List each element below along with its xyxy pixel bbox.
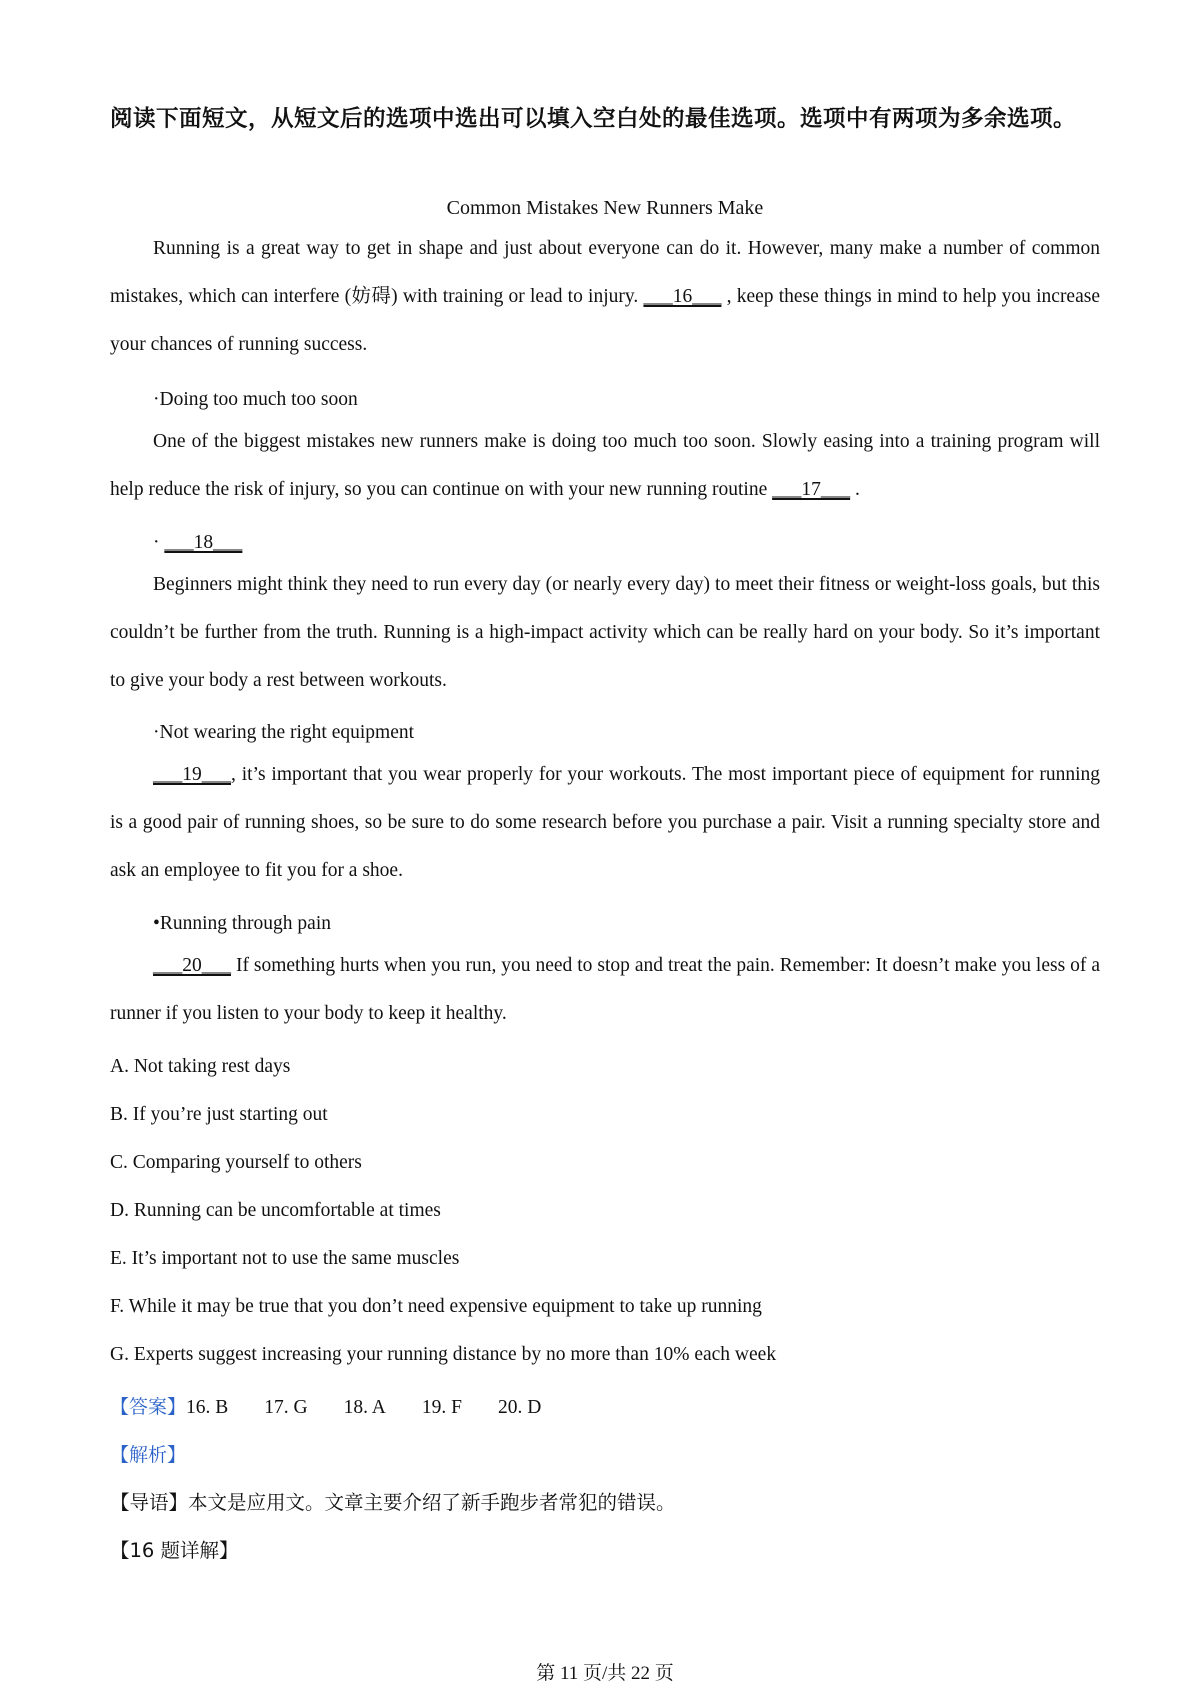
paragraph-5 [110, 942, 1100, 1038]
option-g: G. Experts suggest increasing your running distance by no more than 10% each week [110, 1344, 777, 1365]
answer-16: 16. B [186, 1397, 229, 1418]
analysis-label: 【解析】 [110, 1444, 187, 1466]
option-f: F. While it may be true that you don’t need expensive equipment to take up running [110, 1296, 762, 1317]
page-footer: 第 11 页/共 22 页 [536, 1663, 674, 1684]
blank-20[interactable]: ___20___ [153, 955, 231, 976]
heading-bullet: · [153, 532, 165, 553]
answer-18: 18. A [343, 1397, 386, 1418]
answer-row [110, 1392, 577, 1419]
option-b: B. If you’re just starting out [110, 1104, 328, 1125]
heading-blank-18 [153, 528, 242, 558]
paragraph-4-text: , it’s important that you wear properly for your workouts. The most important piece of equipment for running is a good pair of running shoes, so be sure to do some research before you purchase a pair. Visit a running specialty store and ask an employee to fit you for a shoe. [110, 764, 1100, 881]
option-c: C. Comparing yourself to others [110, 1152, 362, 1173]
paragraph-1-text-b: , keep these things in mind to help you increase your chances of running success. [110, 286, 1100, 355]
instruction: 阅读下面短文，从短文后的选项中选出可以填入空白处的最佳选项。选项中有两项为多余选项。 [110, 106, 1077, 132]
paragraph-2-text-b: . [850, 479, 860, 500]
option-e: E. It’s important not to use the same muscles [110, 1248, 460, 1269]
paragraph-1 [110, 225, 1100, 369]
answer-20: 20. D [498, 1397, 542, 1418]
blank-17[interactable]: ___17___ [772, 479, 851, 500]
paragraph-1-text-a: Running is a great way to get in shape and just about everyone can do it. However, many make a number of common mistakes, which can interfere (妨碍) with training or lead to injury. [110, 238, 1100, 307]
option-a: A. Not taking rest days [110, 1056, 291, 1077]
blank-19[interactable]: ___19___ [153, 764, 231, 785]
passage-title: Common Mistakes New Runners Make [446, 197, 764, 219]
answer-17: 17. G [264, 1397, 308, 1418]
answer-19: 19. F [421, 1397, 462, 1418]
heading-running-pain: •Running through pain [153, 913, 331, 934]
paragraph-4 [110, 751, 1100, 895]
paragraph-3: Beginners might think they need to run every day (or nearly every day) to meet their fitness or weight-loss goals, but this couldn’t be further from the truth. Running is a high-impact activity which can be really hard on your body. So it’s important to give your body a rest between workouts. [110, 574, 1100, 691]
detail-16-heading: 【16 题详解】 [110, 1539, 239, 1562]
option-d: D. Running can be uncomfortable at times [110, 1200, 441, 1221]
heading-equipment: ·Not wearing the right equipment [153, 722, 415, 743]
blank-18[interactable]: ___18___ [164, 532, 243, 553]
paragraph-2 [110, 418, 1100, 514]
paragraph-5-text: If something hurts when you run, you need to stop and treat the pain. Remember: It doesn’t make you less of a runner if you listen to your body to keep it healthy. [110, 955, 1100, 1024]
paragraph-2-text-a: One of the biggest mistakes new runners make is doing too much too soon. Slowly easing into a training program will help reduce the risk of injury, so you can continue on with your new running routine [110, 431, 1100, 500]
heading-doing-too-much: ·Doing too much too soon [153, 389, 358, 410]
blank-16[interactable]: ___16___ [643, 286, 722, 307]
guide-text: 【导语】本文是应用文。文章主要介绍了新手跑步者常犯的错误。 [110, 1491, 676, 1514]
answer-label: 【答案】 [110, 1396, 187, 1418]
